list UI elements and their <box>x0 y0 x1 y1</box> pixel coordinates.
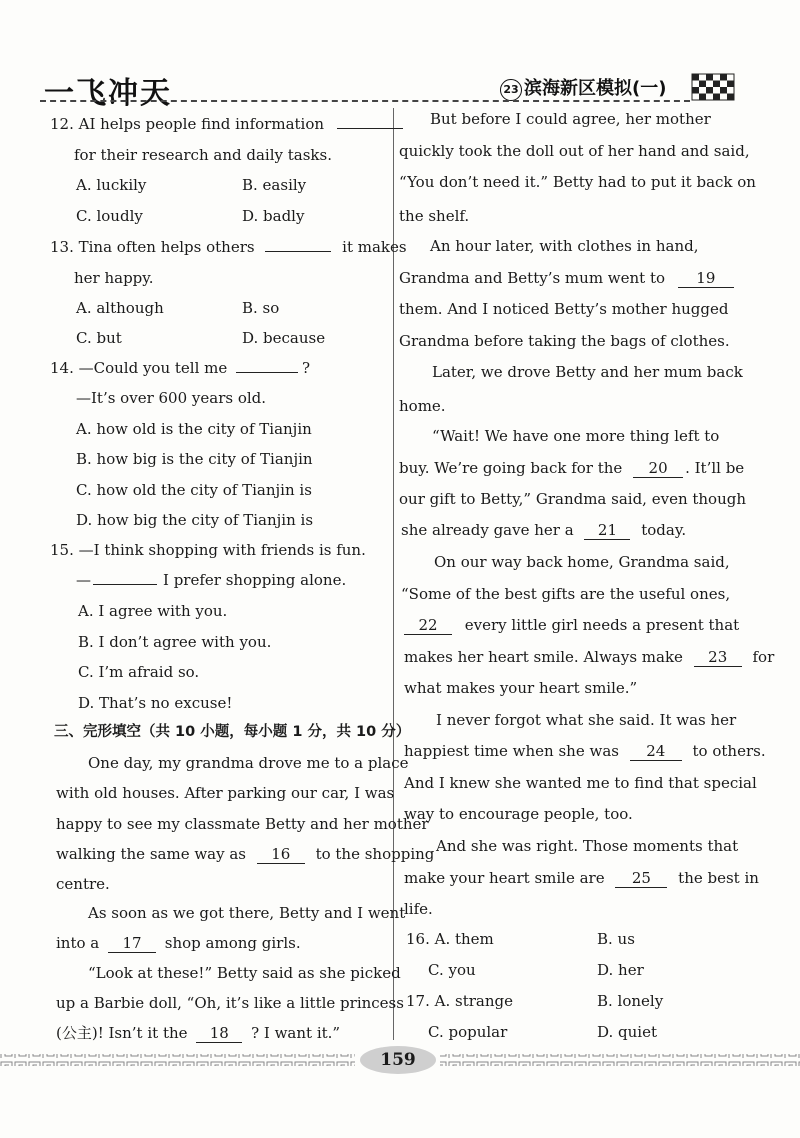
q12-option-d[interactable]: D. badly <box>242 207 305 225</box>
q16-option-c[interactable]: C. you <box>428 961 476 979</box>
q16-option-a[interactable]: 16. A. them <box>406 930 494 948</box>
blank-21[interactable]: 21 <box>584 521 630 540</box>
passage-line: happiest time when she was 24 to others. <box>404 742 766 760</box>
passage-line: On our way back home, Grandma said, <box>434 553 730 571</box>
passage-line: I never forgot what she said. It was her <box>436 711 737 729</box>
unit-title: 滨海新区模拟(一) <box>524 78 667 99</box>
q15-reply: — I prefer shopping alone. <box>76 571 347 589</box>
passage-line: happy to see my classmate Betty and her mother <box>56 815 429 833</box>
passage-line: Later, we drove Betty and her mum back <box>432 363 743 381</box>
q15-blank[interactable] <box>93 584 157 585</box>
q17-option-b[interactable]: B. lonely <box>597 992 664 1010</box>
passage-line: And she was right. Those moments that <box>436 837 739 855</box>
q12-option-a[interactable]: A. luckily <box>76 176 147 194</box>
blank-25[interactable]: 25 <box>615 869 667 888</box>
q15-option-a[interactable]: A. I agree with you. <box>78 602 228 620</box>
passage-line: she already gave her a 21 today. <box>401 521 687 539</box>
q14-option-a[interactable]: A. how old is the city of Tianjin <box>76 420 312 438</box>
q13-stem: 13. Tina often helps others it makes <box>50 238 407 256</box>
passage-line: make your heart smile are 25 the best in <box>404 869 759 887</box>
passage-line: Grandma and Betty’s mum went to 19 <box>399 268 734 288</box>
passage-line: “You don’t need it.” Betty had to put it back on <box>399 173 756 191</box>
passage-line: “Wait! We have one more thing left to <box>432 427 720 445</box>
q12-option-c[interactable]: C. loudly <box>76 207 143 225</box>
blank-17[interactable]: 17 <box>108 934 156 953</box>
passage-line: Grandma before taking the bags of clothes. <box>399 332 730 350</box>
circled-number: 23 <box>500 79 522 101</box>
passage-line: And I knew she wanted me to find that special <box>404 774 757 792</box>
passage-line: “Some of the best gifts are the useful ones, <box>401 585 731 603</box>
q12-option-b[interactable]: B. easily <box>242 176 307 194</box>
passage-line: An hour later, with clothes in hand, <box>430 237 699 255</box>
passage-line: home. <box>399 397 446 415</box>
q12-stem-cont: for their research and daily tasks. <box>74 146 332 164</box>
passage-line: up a Barbie doll, “Oh, it’s like a little princess <box>56 994 404 1012</box>
q17-option-d[interactable]: D. quiet <box>597 1023 657 1041</box>
blank-22[interactable]: 22 <box>404 616 452 635</box>
q16-option-d[interactable]: D. her <box>597 961 644 979</box>
section-title-cloze: 三、完形填空（共 10 小题，每小题 1 分，共 10 分） <box>54 724 411 740</box>
q13-stem-cont: her happy. <box>74 269 154 287</box>
q13-option-d[interactable]: D. because <box>242 329 326 347</box>
q13-option-c[interactable]: C. but <box>76 329 122 347</box>
passage-line: with old houses. After parking our car, I was <box>56 784 395 802</box>
passage-line: One day, my grandma drove me to a place <box>88 754 409 772</box>
q14-option-d[interactable]: D. how big the city of Tianjin is <box>76 511 314 529</box>
passage-line: life. <box>404 900 433 918</box>
blank-24[interactable]: 24 <box>630 742 682 761</box>
q14-option-b[interactable]: B. how big is the city of Tianjin <box>76 450 313 468</box>
checker-decoration-icon <box>690 72 736 102</box>
blank-20[interactable]: 20 <box>633 459 683 478</box>
q15-option-d[interactable]: D. That’s no excuse! <box>78 694 233 712</box>
q14-stem: 14. —Could you tell me ? <box>50 359 311 377</box>
q13-blank[interactable] <box>265 251 331 252</box>
q14-option-c[interactable]: C. how old the city of Tianjin is <box>76 481 312 499</box>
passage-line: into a 17 shop among girls. <box>56 934 301 952</box>
q14-blank[interactable] <box>236 372 298 373</box>
passage-line: “Look at these!” Betty said as she picked <box>88 964 401 982</box>
passage-line: the shelf. <box>399 207 470 225</box>
passage-line: buy. We’re going back for the 20 . It’ll be <box>399 459 745 477</box>
q17-option-a[interactable]: 17. A. strange <box>406 992 513 1010</box>
passage-line: 22 every little girl needs a present that <box>404 615 739 635</box>
page-number: 159 <box>360 1046 436 1074</box>
passage-line: But before I could agree, her mother <box>430 110 711 128</box>
q12-blank[interactable] <box>337 128 403 129</box>
blank-16[interactable]: 16 <box>257 845 305 864</box>
q13-option-b[interactable]: B. so <box>242 299 280 317</box>
passage-line: them. And I noticed Betty’s mother hugged <box>399 300 729 318</box>
header-divider <box>40 100 690 102</box>
q17-option-c[interactable]: C. popular <box>428 1023 508 1041</box>
blank-19[interactable]: 19 <box>678 269 734 288</box>
unit-title-group <box>500 74 666 101</box>
passage-line: way to encourage people, too. <box>404 805 633 823</box>
passage-line: centre. <box>56 875 110 893</box>
passage-line: makes her heart smile. Always make 23 for <box>404 648 775 666</box>
q12-stem: 12. AI helps people find information <box>50 114 403 134</box>
passage-line: what makes your heart smile.” <box>404 679 638 697</box>
q15-option-b[interactable]: B. I don’t agree with you. <box>78 633 272 651</box>
q13-option-a[interactable]: A. although <box>76 299 164 317</box>
q15-stem: 15. —I think shopping with friends is fun. <box>50 541 366 559</box>
passage-line: (公主)! Isn’t it the 18 ? I want it.” <box>56 1024 341 1042</box>
passage-line: As soon as we got there, Betty and I went <box>88 904 406 922</box>
passage-line: quickly took the doll out of her hand and said, <box>399 142 750 160</box>
q16-option-b[interactable]: B. us <box>597 930 635 948</box>
passage-line: walking the same way as 16 to the shopping <box>56 845 435 863</box>
blank-18[interactable]: 18 <box>196 1024 242 1043</box>
q14-reply: —It’s over 600 years old. <box>76 389 267 407</box>
q15-option-c[interactable]: C. I’m afraid so. <box>78 663 200 681</box>
blank-23[interactable]: 23 <box>694 648 742 667</box>
series-title: 一飞冲天 <box>44 76 172 111</box>
passage-line: our gift to Betty,” Grandma said, even though <box>399 490 747 508</box>
